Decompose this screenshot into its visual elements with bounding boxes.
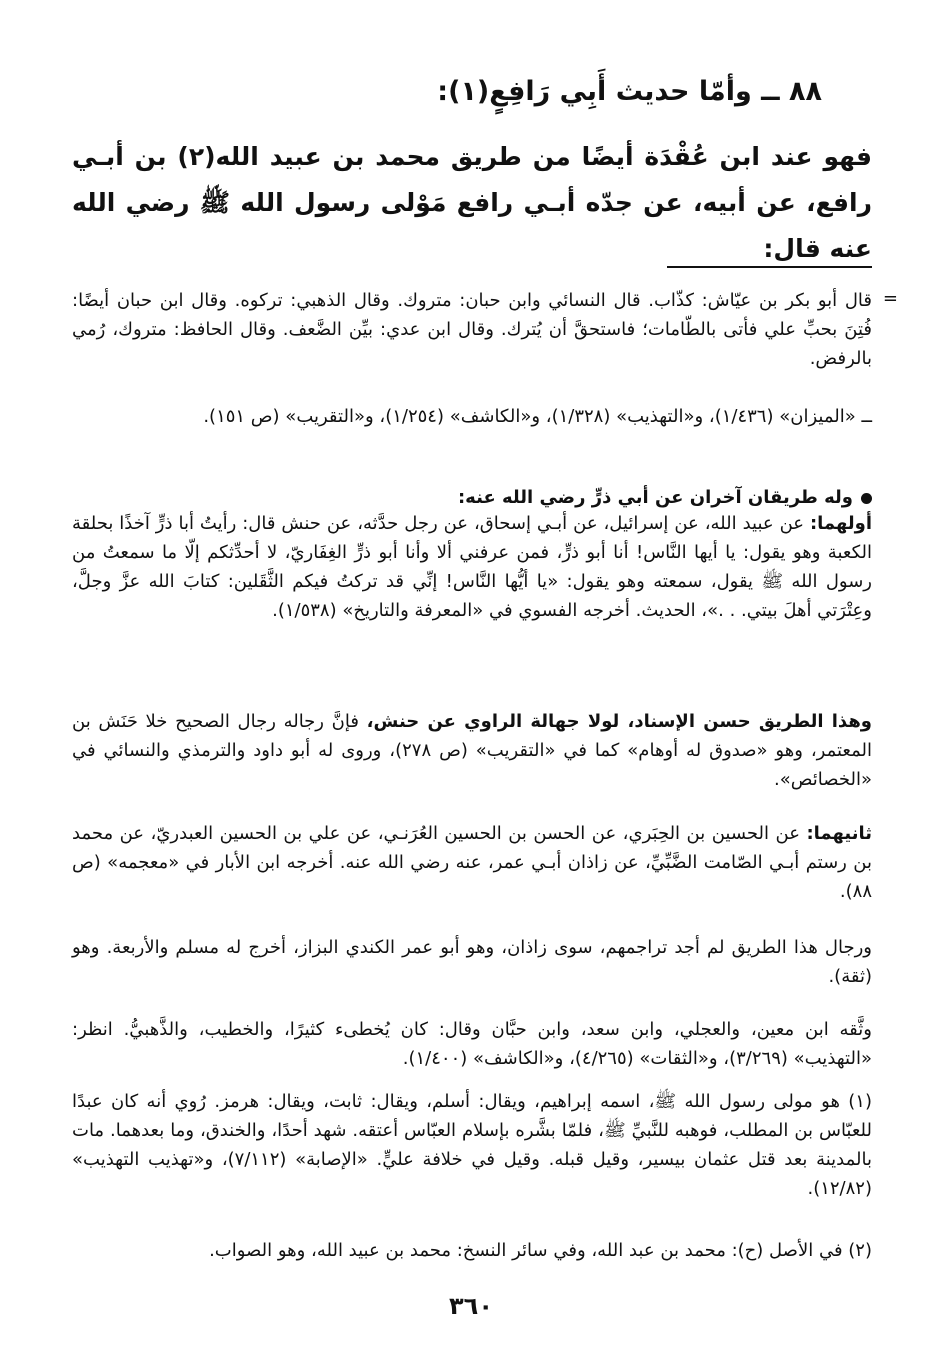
- hadith-heading: ٨٨ ــ وأمّا حديث أَبِي رَافِعٍ(١):: [437, 76, 822, 107]
- footnote-references: ــ «الميزان» (١/٤٣٦)، و«التهذيب» (١/٣٢٨)، و«الكاشف» (١/٢٥٤)، و«التقريب» (ص ١٥١).: [203, 406, 872, 427]
- page-number: ٣٦٠: [449, 1292, 493, 1320]
- footnote-divider: [667, 266, 872, 268]
- bullet-heading: [72, 483, 872, 512]
- footnote-continuation: قال أبو بكر بن عيّاش: كذّاب. قال النسائي وابن حبان: متروك. وقال الذهبي: تركوه. وقال ابن حبان أيضًا: فُتِنَ بحبِّ علي فأتى بالطّامات؛ فاستحقَّ أن يُترك. وقال ابن عدي: بيِّن الضَّعف. وقال الحافظ: متروك، رُمي بالرفض.: [72, 290, 872, 369]
- isnad-paragraph: [72, 707, 872, 794]
- second-route-label: ثانيهما:: [806, 823, 872, 844]
- isnad-text: فإنَّ رجاله رجال الصحيح خلا حَنَش بن المعتمر، وهو «صدوق له أوهام» كما في «التقريب» (ص ٢٧٨)، وروى له أبو داود والترمذي والنسائي في «الخصائص».: [72, 711, 872, 790]
- second-route-text: عن الحسين بن الحِبَري، عن الحسن بن الحسين العُرَنـي، عن علي بن الحسين العبدريّ، عن محمد بن رستم أبـي الصّامت الضَّبِّيِّ، عن زاذان أبـي عمر، عنه رضي الله عنه. أخرجه ابن الأبار في «معجمه» (ص ٨٨).: [72, 823, 872, 902]
- narrators-paragraph: ورجال هذا الطريق لم أجد تراجمهم، سوى زاذان، وهو أبو عمر الكندي البزاز، أخرج له مسلم والأربعة. وهو (ثقة).: [72, 937, 872, 987]
- footnote-2: (٢) في الأصل (ح): محمد بن عبد الله، وفي سائر النسخ: محمد بن عبيد الله، وهو الصواب.: [209, 1240, 872, 1261]
- first-route-paragraph: [72, 509, 872, 625]
- footnote-1: (١) هو مولى رسول الله ﷺ، اسمه إبراهيم، ويقال: أسلم، ويقال: ثابت، ويقال: هرمز. رُوي أنه كان عبدًا للعبّاس بن المطلب، فوهبه للنَّبيِّ ﷺ، فلمّا بشَّره بإسلام العبّاس أعتقه. شهد أحدًا، والخندق، وما بعدهما. مات بالمدينة بعد قتل عثمان بيسير، وقيل قبله. وقيل في خلافة عليٍّ. «الإصابة» (٧/١١٢)، و«تهذيب التهذيب» (١٢/٨٢).: [72, 1091, 872, 1199]
- continuation-marker: =: [882, 288, 898, 309]
- second-route-paragraph: [72, 819, 872, 906]
- first-route-label: أولهما:: [809, 513, 872, 534]
- bullet-heading-text: وله طريقان آخران عن أبي ذرٍّ رضي الله عنه:: [457, 487, 853, 508]
- bullet-icon: [861, 493, 872, 504]
- isnad-bold-text: وهذا الطريق حسن الإسناد، لولا جهالة الراوي عن حنش،: [366, 711, 872, 732]
- tawthiq-paragraph: وثَّقه ابن معين، والعجلي، وابن سعد، وابن حبَّان وقال: كان يُخطىء كثيرًا، والخطيب، والذَّهبيُّ. انظر: «التهذيب» (٣/٢٦٩)، و«الثقات» (٤/٢٦٥)، و«الكاشف» (١/٤٠٠).: [72, 1019, 872, 1069]
- main-text: فهو عند ابن عُقْدَة أيضًا من طريق محمد بن عبيد الله(٢) بن أبـي رافع، عن أبيه، عن جدّه أبـي رافع مَوْلى رسول الله ﷺ رضي الله عنه قال:: [72, 142, 873, 263]
- first-route-text: عن عبيد الله، عن إسرائيل، عن أبـي إسحاق، عن رجل حدَّثه، عن حنش قال: رأيتُ أبا ذرٍّ آخذًا بحلقة الكعبة وهو يقول: يا أيها النَّاس! أنا أبو ذرٍّ، فمن عرفني ألا وأنا أبو ذرٍّ الغِفَاريّ، لا أحدِّثكم إلّا ما سمعتُ من رسول الله ﷺ يقول، سمعته وهو يقول: «يا أيُّها النَّاس! إنِّي قد تركتُ فيكم الثَّقَلين: كتابَ الله عزَّ وجلَّ، وعِتْرَتي أهلَ بيتي. . .»، الحديث. أخرجه الفسوي في «المعرفة والتاريخ» (١/٥٣٨).: [72, 513, 872, 621]
